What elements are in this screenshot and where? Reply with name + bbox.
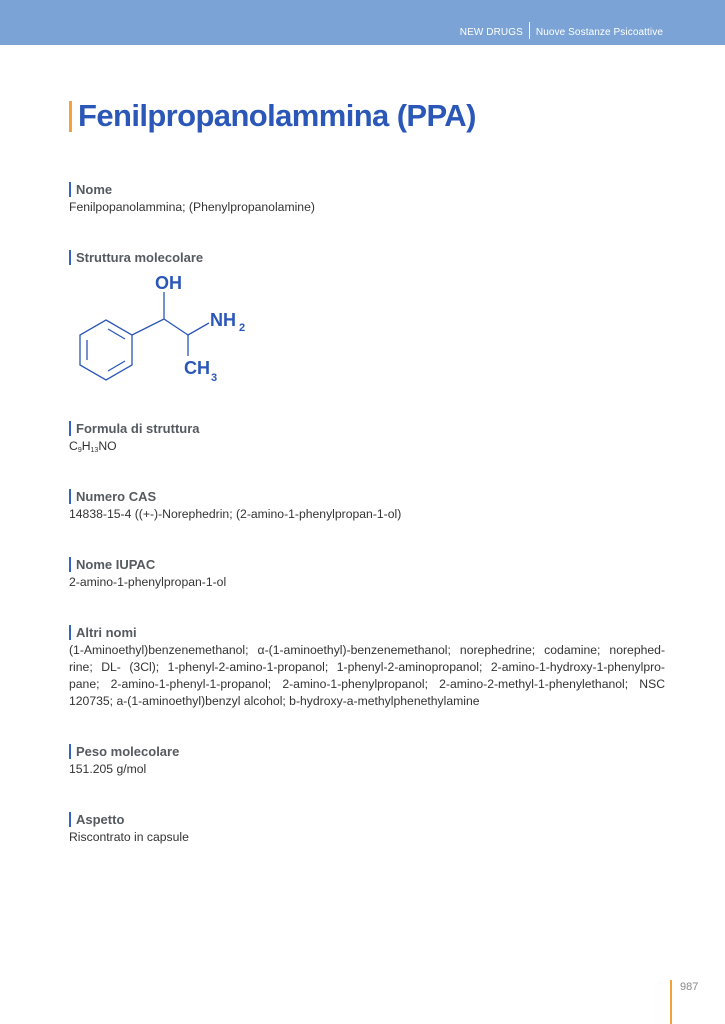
section-label [69,420,669,436]
carbon-chain [132,292,209,356]
section-altri-nomi [69,624,669,710]
amine-label: NH [210,310,236,330]
label-text: Formula di struttura [76,420,200,436]
label-marker [69,489,71,504]
section-iupac [69,556,669,591]
section-label [69,624,669,640]
methyl-subscript: 3 [211,372,218,384]
label-marker [69,557,71,572]
footer-accent-line [670,980,672,1024]
header-section: NEW DRUGS [459,27,523,38]
title-accent-bar [69,101,72,132]
label-text: Numero CAS [76,488,157,504]
section-peso [69,743,669,778]
label-text: Struttura molecolare [76,249,204,265]
section-label [69,181,669,197]
label-marker [69,812,71,827]
section-formula [69,420,669,459]
section-value: (1-Aminoethyl)benzenemethanol; α-(1-aminoethyl)-benzenemethanol; norephedrine; codamine; norephed-rine; DL- (3Cl); 1-phenyl-2-amino-1-propanol; 1-phenyl-2-aminopropanol; 2-amino-1-hydroxy-1-phenylpro-pane; 2-amino-1-phenyl-1-propanol; 2-amino-1-phenylpropanol; 2-amino-2-methyl-1-phenylethanol; NSC 120735; a-(1-aminoethyl)benzyl alcohol; b-hydroxy-a-methylphenethylamine [69,643,665,708]
section-label [69,488,669,504]
label-text: Aspetto [76,811,125,827]
section-cas [69,488,669,523]
label-text: Nome IUPAC [76,556,156,572]
label-text: Peso molecolare [76,743,180,759]
label-marker [69,182,71,197]
section-label [69,811,669,827]
section-value: Riscontrato in capsule [69,830,189,844]
methyl-label: CH [184,358,210,378]
section-value: 2-amino-1-phenylpropan-1-ol [69,575,227,589]
header-subsection: Nuove Sostanze Psicoattive [535,27,663,38]
formula-hydrogen: H [81,439,91,453]
formula-carbon-count: 9 [77,447,82,454]
header-bar [0,0,725,45]
molecular-formula [69,438,669,459]
section-nome [69,181,669,216]
formula-hydrogen-count: 13 [90,447,99,454]
section-struttura [69,249,669,265]
section-aspetto [69,811,669,846]
label-marker [69,744,71,759]
label-text: Altri nomi [76,624,137,640]
molecule-structure [66,270,266,390]
amine-subscript: 2 [239,322,246,334]
formula-rest: NO [98,439,117,453]
header-breadcrumb [460,24,663,41]
label-marker [69,250,71,265]
section-label [69,743,669,759]
section-label [69,249,669,265]
label-marker [69,421,71,436]
section-value: 151.205 g/mol [69,762,147,776]
section-value: 14838-15-4 ((+-)-Norephedrin; (2-amino-1-phenylpropan-1-ol) [69,507,402,521]
section-value: Fenilpopanolammina; (Phenylpropanolamine) [69,200,315,214]
page-title-block [69,96,476,136]
label-marker [69,625,71,640]
formula-carbon: C [69,439,78,453]
benzene-ring [80,320,132,380]
label-text: Nome [76,181,113,197]
page-title: Fenilpropanolammina (PPA) [78,98,476,133]
hydroxyl-label: OH [155,273,182,293]
section-label [69,556,669,572]
page-number: 987 [680,981,699,993]
header-divider [529,22,530,39]
